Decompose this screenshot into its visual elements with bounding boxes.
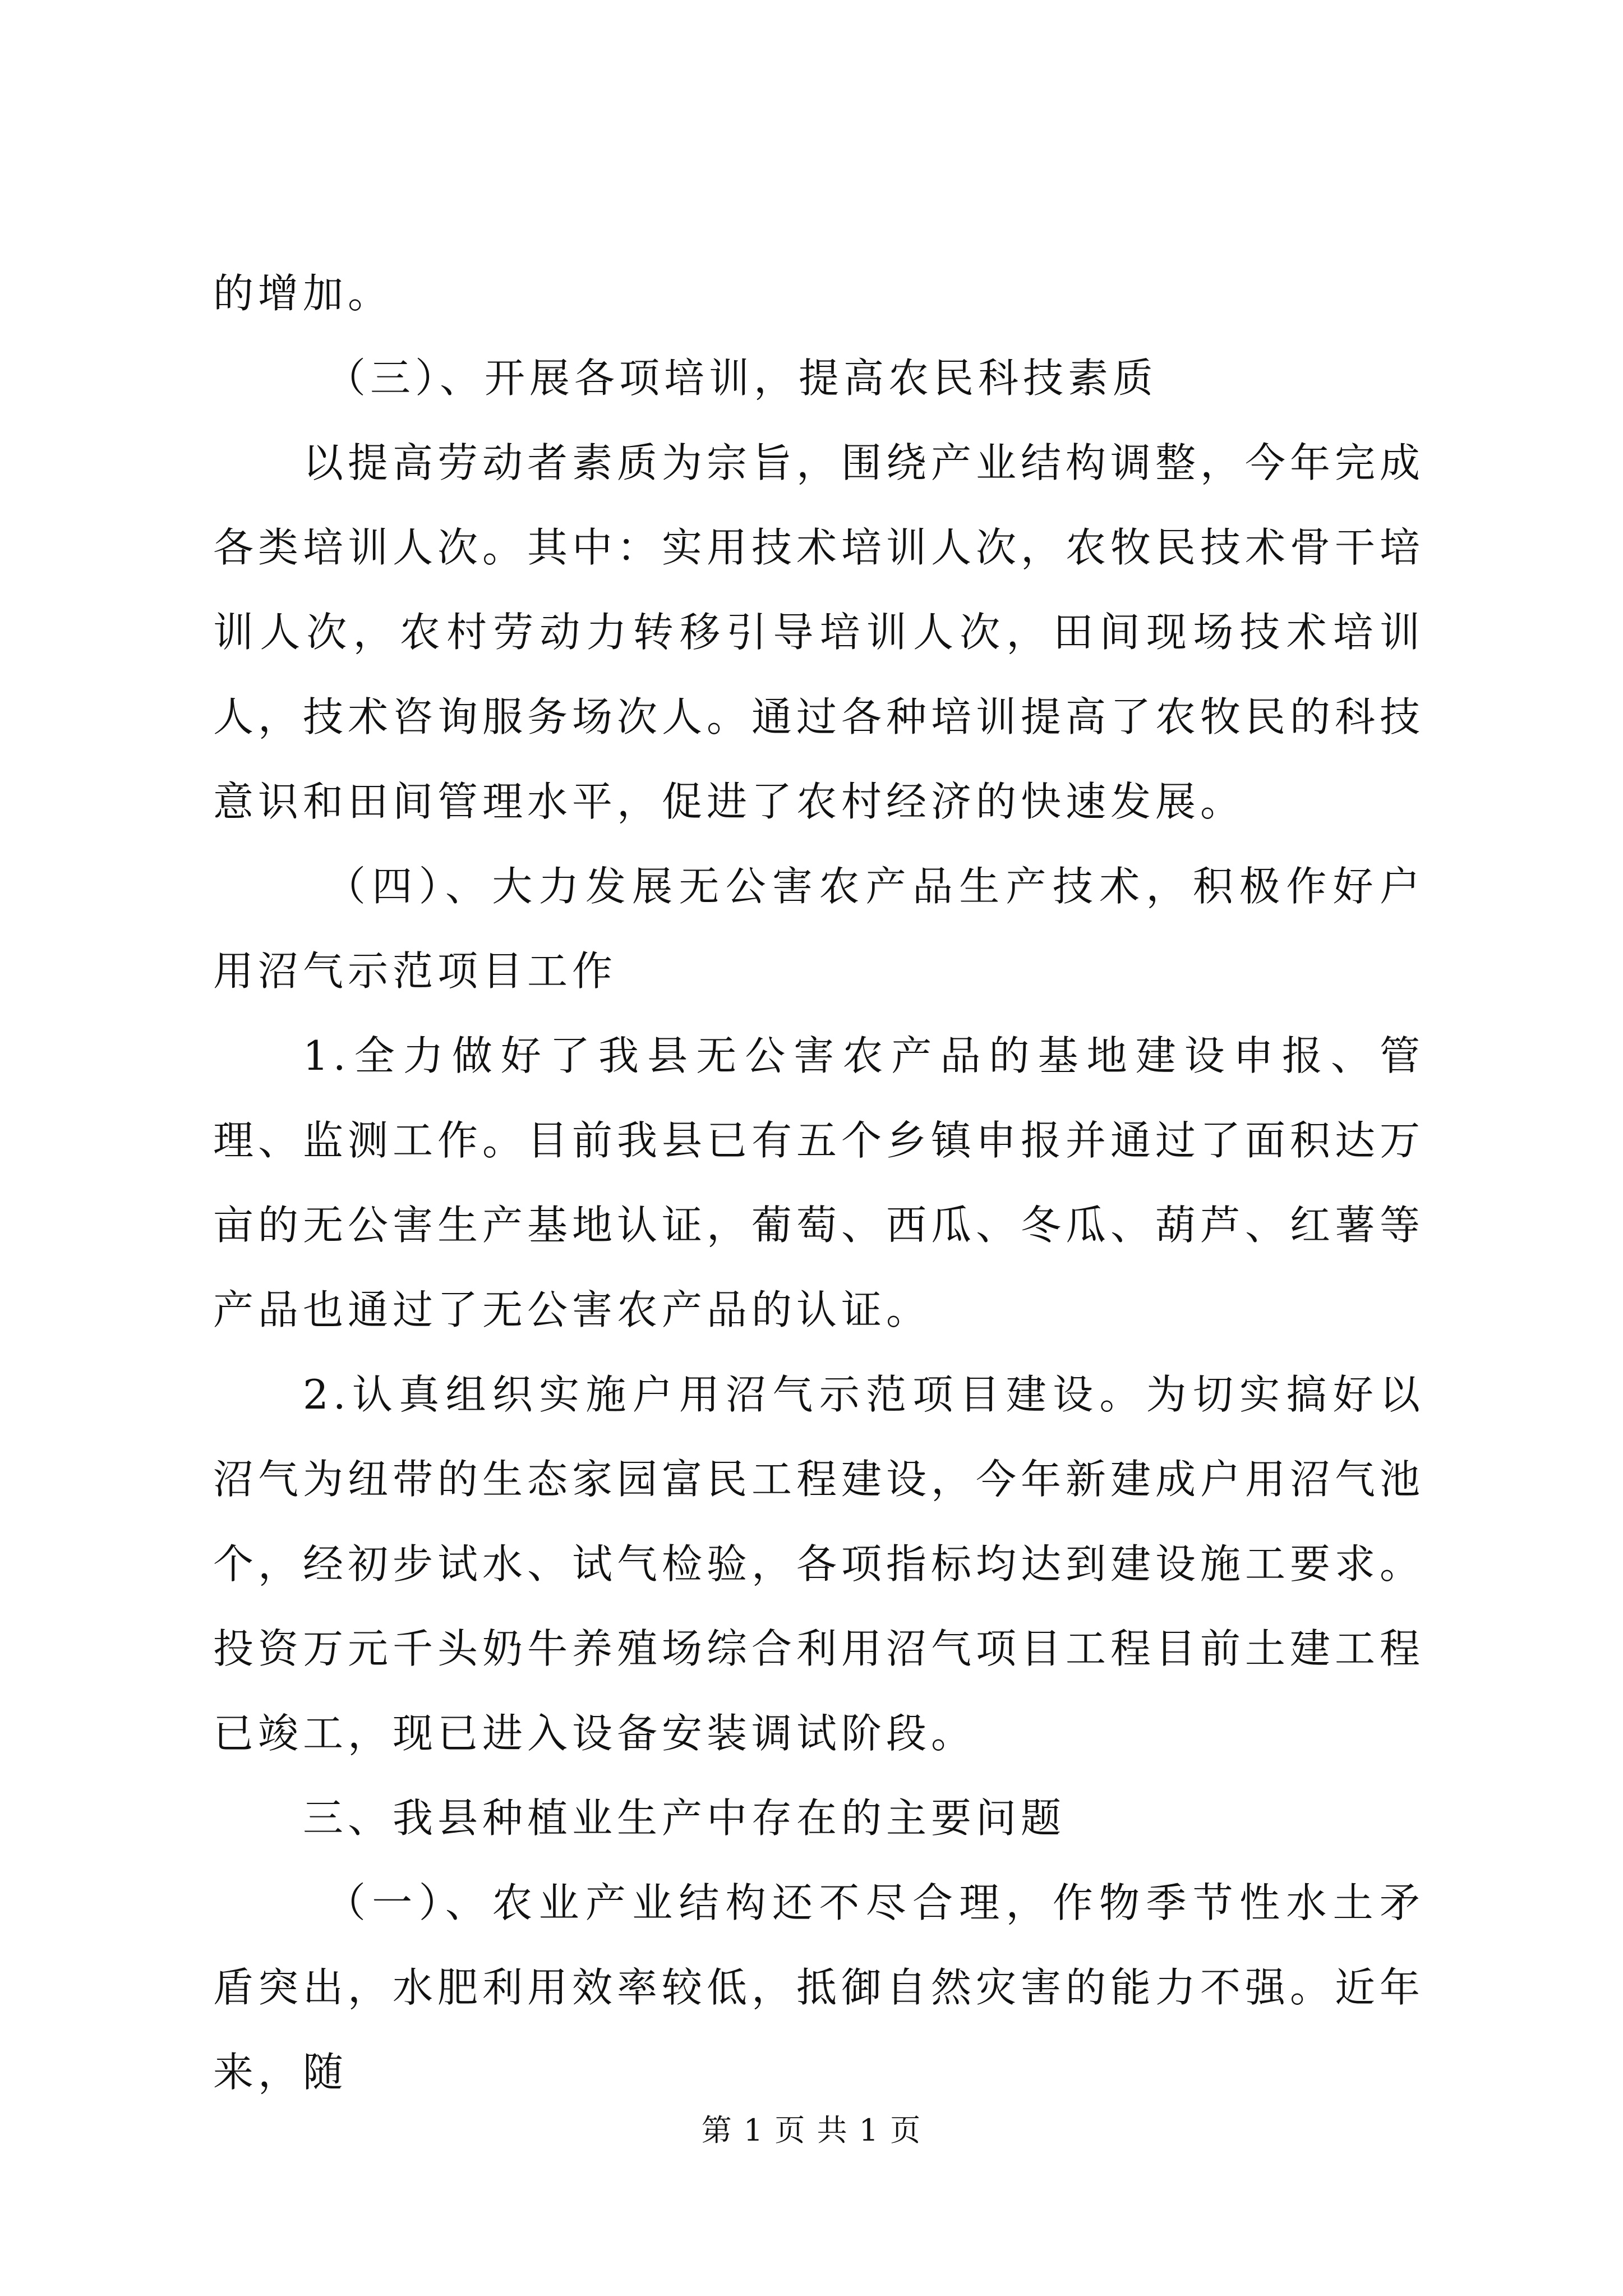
paragraph-item-1: 1.全力做好了我县无公害农产品的基地建设申报、管理、监测工作。目前我县已有五个乡镇申报并通过了面积达万亩的无公害生产基地认证，葡萄、西瓜、冬瓜、葫芦、红薯等产品也通过了无公害农产品的认证。	[213, 1032, 1425, 1333]
page-number-footer: 第 1 页 共 1 页	[701, 2113, 922, 2148]
paragraph-problem-1: （一）、农业产业结构还不尽合理，作物季节性水土矛盾突出，水肥利用效率较低，抵御自然灾害的能力不强。近年来，随	[213, 1879, 1425, 2096]
paragraph-continuation: 的增加。	[213, 270, 393, 317]
document-body	[213, 251, 1424, 2115]
paragraph-item-2: 2.认真组织实施户用沼气示范项目建设。为切实搞好以沼气为纽带的生态家园富民工程建设，今年新建成户用沼气池个，经初步试水、试气检验，各项指标均达到建设施工要求。投资万元千头奶牛养殖场综合利用沼气项目工程目前土建工程已竣工，现已进入设备安装调试阶段。	[213, 1371, 1425, 1757]
paragraph-training: 以提高劳动者素质为宗旨，围绕产业结构调整，今年完成各类培训人次。其中：实用技术培训人次，农牧民技术骨干培训人次，农村劳动力转移引导培训人次，田间现场技术培训人，技术咨询服务场次人。通过各种培训提高了农牧民的科技意识和田间管理水平，促进了农村经济的快速发展。	[213, 439, 1425, 825]
section-heading-four: （四）、大力发展无公害农产品生产技术，积极作好户用沼气示范项目工作	[213, 863, 1424, 995]
section-heading-three: （三）、开展各项培训，提高农民科技素质	[325, 355, 1158, 402]
section-heading-problems: 三、我县种植业生产中存在的主要问题	[303, 1795, 1066, 1842]
